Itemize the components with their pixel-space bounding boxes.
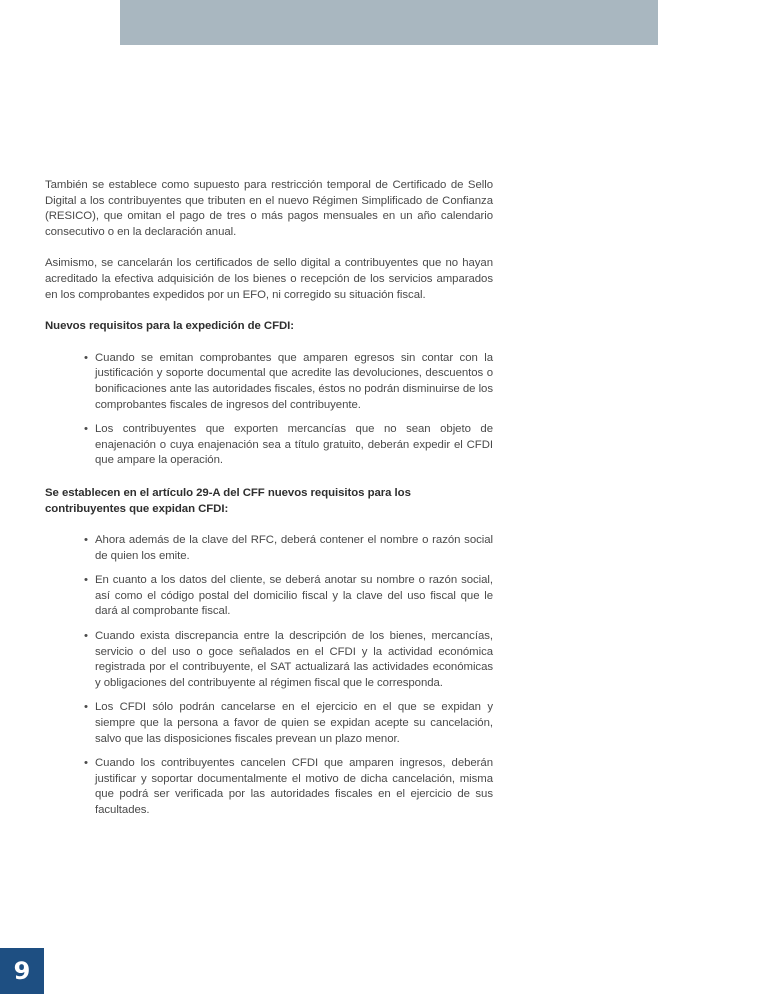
list-item: • Cuando los contribuyentes cancelen CFDI que amparen ingresos, deberán justificar y soportar documentalmente el motivo de dicha cancelación, misma que podrá ser verificada por las autoridades fiscales en el ejercicio de sus facultades. xyxy=(95,756,493,818)
list-item: • Los CFDI sólo podrán cancelarse en el ejercicio en el que se expidan y siempre que la persona a favor de quien se expidan acepte su cancelación, salvo que las disposiciones fiscales prevean un plazo menor. xyxy=(95,700,493,747)
paragraph-efo: Asimismo, se cancelarán los certificados de sello digital a contribuyentes que no hayan acreditado la efectiva adquisición de los bienes o recepción de los servicios amparados en los comprobantes expedidos por un EFO, ni corregido su situación fiscal. xyxy=(45,257,493,301)
document-body xyxy=(45,178,493,836)
list-item: • Los contribuyentes que exporten mercancías que no sean objeto de enajenación o cuya enajenación sea a título gratuito, deberán expedir el CFDI que ampare la operación. xyxy=(95,422,493,469)
list-item: • Cuando se emitan comprobantes que amparen egresos sin contar con la justificación y soporte documental que acredite las devoluciones, descuentos o bonificaciones ante las autoridades fiscales, éstos no podrán disminuirse de los comprobantes fiscales de ingresos del contribuyente. xyxy=(95,351,493,413)
bullet-list-cfdi-requirements xyxy=(45,351,493,469)
list-item: • Ahora además de la clave del RFC, deberá contener el nombre o razón social de quien los emite. xyxy=(95,533,493,564)
page-number-badge: 9 xyxy=(0,948,44,994)
list-item: • En cuanto a los datos del cliente, se deberá anotar su nombre o razón social, así como el código postal del domicilio fiscal y la clave del uso fiscal que le dará al comprobante fiscal. xyxy=(95,573,493,620)
bullet-list-article-29a xyxy=(45,533,493,819)
list-item: • Cuando exista discrepancia entre la descripción de los bienes, mercancías, servicio o del uso o goce señalados en el CFDI y la actividad económica registrada por el contribuyente, el SAT actualizará las actividades económicas y obligaciones del contribuyente al régimen fiscal que le corresponda. xyxy=(95,629,493,691)
header-band xyxy=(120,0,658,45)
paragraph-resico: También se establece como supuesto para restricción temporal de Certificado de Sello Digital a los contribuyentes que tributen en el nuevo Régimen Simplificado de Confianza (RESICO), que omitan el pago de tres o más pagos mensuales en un año calendario consecutivo o en la declaración anual. xyxy=(45,179,493,238)
section-heading-cfdi-requirements: Nuevos requisitos para la expedición de CFDI: xyxy=(45,320,295,333)
section-heading-article-29a: Se establecen en el artículo 29-A del CFF nuevos requisitos para los contribuyentes que expidan CFDI: xyxy=(45,486,411,515)
